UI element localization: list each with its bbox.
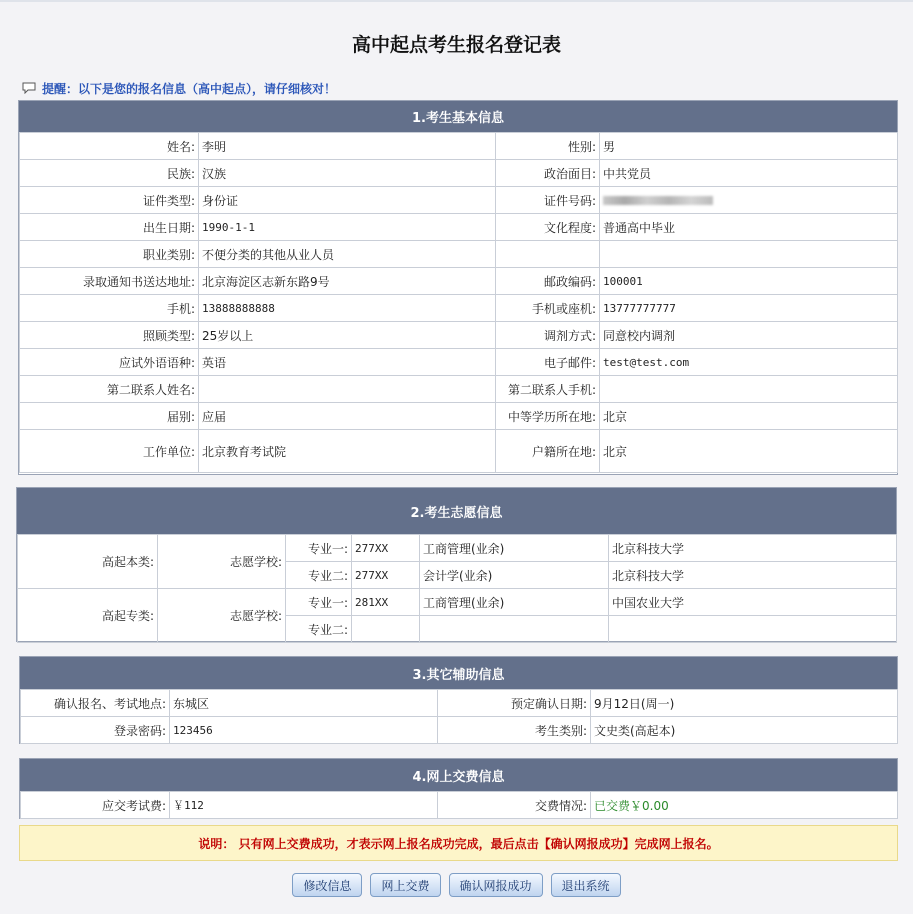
basic-info-row — [20, 430, 898, 473]
field-label: 调剂方式: — [496, 322, 600, 349]
field-label: 应试外语语种: — [20, 349, 199, 376]
basic-info-row — [20, 241, 898, 268]
field-label: 届别: — [20, 403, 199, 430]
payment-status-value: 已交费￥0.00 — [591, 792, 898, 819]
field-label: 邮政编码: — [496, 268, 600, 295]
aux-info-row — [21, 717, 898, 744]
field-value: 英语 — [199, 349, 496, 376]
field-value: 100001 — [600, 268, 898, 295]
field-value — [199, 376, 496, 403]
modify-info-button[interactable]: 修改信息 — [292, 873, 362, 897]
id-number-value — [600, 187, 898, 214]
fee-row — [21, 792, 898, 819]
wish-school-label: 志愿学校: — [158, 535, 286, 589]
field-value — [600, 376, 898, 403]
field-value: 应届 — [199, 403, 496, 430]
major-code — [352, 616, 420, 643]
field-label: 考生类别: — [438, 717, 591, 744]
action-buttons — [0, 873, 913, 897]
wish-major-row — [18, 589, 897, 616]
major-name — [420, 616, 609, 643]
field-value: 汉族 — [199, 160, 496, 187]
fee-info-table — [20, 791, 898, 819]
field-value: test@test.com — [600, 349, 898, 376]
field-label: 确认报名、考试地点: — [21, 690, 170, 717]
field-label: 中等学历所在地: — [496, 403, 600, 430]
field-value: 北京 — [600, 430, 898, 473]
field-label: 文化程度: — [496, 214, 600, 241]
field-label: 预定确认日期: — [438, 690, 591, 717]
fee-label: 应交考试费: — [21, 792, 170, 819]
major-name: 工商管理(业余) — [420, 589, 609, 616]
aux-info-row — [21, 690, 898, 717]
aux-info-section — [19, 656, 898, 744]
wish-info-section — [16, 487, 897, 642]
major-name: 会计学(业余) — [420, 562, 609, 589]
field-label: 性别: — [496, 133, 600, 160]
field-value: 中共党员 — [600, 160, 898, 187]
fee-value: ￥112 — [170, 792, 438, 819]
field-label: 政治面目: — [496, 160, 600, 187]
major-school: 北京科技大学 — [609, 535, 897, 562]
field-value: 9月12日(周一) — [591, 690, 898, 717]
field-value: 13888888888 — [199, 295, 496, 322]
field-value: 13777777777 — [600, 295, 898, 322]
basic-info-row — [20, 376, 898, 403]
comment-icon — [22, 82, 36, 94]
major-label: 专业二: — [286, 562, 352, 589]
fee-info-section — [19, 758, 898, 819]
field-value: 不便分类的其他从业人员 — [199, 241, 496, 268]
major-label: 专业一: — [286, 535, 352, 562]
redacted-id-number — [603, 196, 713, 205]
field-value: 文史类(高起本) — [591, 717, 898, 744]
major-name: 工商管理(业余) — [420, 535, 609, 562]
field-value: 北京海淀区志新东路9号 — [199, 268, 496, 295]
field-value: 身份证 — [199, 187, 496, 214]
basic-info-row — [20, 403, 898, 430]
major-school: 中国农业大学 — [609, 589, 897, 616]
wish-info-table — [17, 534, 897, 643]
confirm-registration-button[interactable]: 确认网报成功 — [449, 873, 543, 897]
field-value — [600, 241, 898, 268]
field-value: 北京 — [600, 403, 898, 430]
basic-info-row — [20, 268, 898, 295]
aux-info-table — [20, 689, 898, 744]
basic-info-row — [20, 349, 898, 376]
major-code: 281XX — [352, 589, 420, 616]
basic-info-section — [18, 100, 898, 475]
page-title: 高中起点考生报名登记表 — [351, 34, 561, 56]
reminder — [22, 80, 336, 96]
field-label: 录取通知书送达地址: — [20, 268, 199, 295]
field-label: 电子邮件: — [496, 349, 600, 376]
field-value: 同意校内调剂 — [600, 322, 898, 349]
field-value: 1990-1-1 — [199, 214, 496, 241]
basic-info-row — [20, 295, 898, 322]
field-label: 证件类型: — [20, 187, 199, 214]
field-label: 手机: — [20, 295, 199, 322]
wish-category-label: 高起专类: — [18, 589, 158, 643]
basic-info-row — [20, 322, 898, 349]
wish-category-label: 高起本类: — [18, 535, 158, 589]
field-value: 男 — [600, 133, 898, 160]
basic-info-header: 1.考生基本信息 — [19, 101, 897, 132]
field-value: 普通高中毕业 — [600, 214, 898, 241]
field-label: 工作单位: — [20, 430, 199, 473]
basic-info-row — [20, 133, 898, 160]
field-label: 证件号码: — [496, 187, 600, 214]
field-value: 东城区 — [170, 690, 438, 717]
online-payment-button[interactable]: 网上交费 — [370, 873, 440, 897]
major-school: 北京科技大学 — [609, 562, 897, 589]
basic-info-row — [20, 160, 898, 187]
field-value: 25岁以上 — [199, 322, 496, 349]
major-school — [609, 616, 897, 643]
field-value: 123456 — [170, 717, 438, 744]
notice-banner: 说明： 只有网上交费成功，才表示网上报名成功完成，最后点击【确认网报成功】完成网上报名。 — [19, 825, 898, 861]
field-label: 第二联系人姓名: — [20, 376, 199, 403]
field-label — [496, 241, 600, 268]
payment-status-label: 交费情况: — [438, 792, 591, 819]
major-label: 专业二: — [286, 616, 352, 643]
aux-info-header: 3.其它辅助信息 — [20, 657, 897, 689]
exit-system-button[interactable]: 退出系统 — [551, 873, 621, 897]
reminder-text: 提醒：以下是您的报名信息（高中起点），请仔细核对！ — [42, 81, 337, 96]
field-label: 照顾类型: — [20, 322, 199, 349]
field-label: 第二联系人手机: — [496, 376, 600, 403]
field-label: 登录密码: — [21, 717, 170, 744]
field-label: 户籍所在地: — [496, 430, 600, 473]
major-code: 277XX — [352, 562, 420, 589]
field-value: 北京教育考试院 — [199, 430, 496, 473]
major-code: 277XX — [352, 535, 420, 562]
fee-info-header: 4.网上交费信息 — [20, 759, 897, 791]
field-label: 职业类别: — [20, 241, 199, 268]
field-label: 姓名: — [20, 133, 199, 160]
basic-info-table — [19, 132, 898, 473]
basic-info-row — [20, 214, 898, 241]
field-label: 出生日期: — [20, 214, 199, 241]
top-divider — [0, 0, 913, 2]
wish-school-label: 志愿学校: — [158, 589, 286, 643]
field-label: 手机或座机: — [496, 295, 600, 322]
field-value: 李明 — [199, 133, 496, 160]
wish-info-header: 2.考生志愿信息 — [17, 488, 896, 534]
major-label: 专业一: — [286, 589, 352, 616]
wish-major-row — [18, 535, 897, 562]
basic-info-row — [20, 187, 898, 214]
field-label: 民族: — [20, 160, 199, 187]
